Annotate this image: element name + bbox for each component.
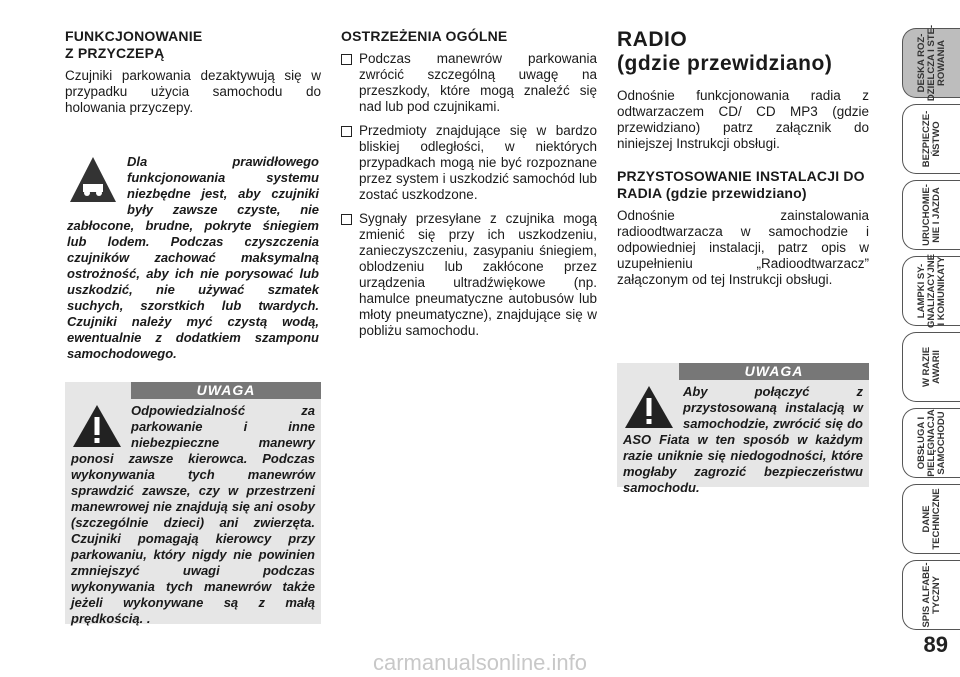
tab-maintenance[interactable]: OBSŁUGA I PIELĘGNACJA SAMOCHODU — [902, 408, 960, 478]
radio-install-text: Odnośnie zainstalowania radioodtwarzacza w samochodzie i odpowiedniej instalacji, patrz opis w uzupełnieniu „Radioodtwarzacz” załączonym od tej Instrukcji obsługi. — [617, 208, 869, 287]
general-warnings-heading: OSTRZEŻENIA OGÓLNE — [341, 28, 508, 44]
warning-triangle-icon — [71, 403, 123, 449]
note-text: Dla prawidłowego funkcjonowania systemu niezbędne jest, aby czujniki były zawsze czyste, nie zabłocone, brudne, pokryte śniegiem lub lodem. Podczas czyszczenia czujników zachować maksymalną ostrożność, aby ich nie porysować lub uszkodzić, nie używać szmatek suchych, szorstkich lub twardych. Czujniki należy myć czystą wodą, ewentualnie z dodatkiem szamponu samochodowego. — [67, 154, 319, 361]
towing-text: Czujniki parkowania dezaktywują się w przypadku użycia samochodu do holowania przyczepy. — [65, 68, 321, 115]
warning-text-left: Odpowiedzialność za parkowanie i inne niebezpieczne manewry ponosi zawsze kierowca. Podczas wykonywania tych manewrów sprawdzić zawsze, czy w przestrzeni manewrowej nie znajdują się ani osoby (szczególnie dzieci) ani zwierzęta. Czujniki pomagają kierowcy przy parkowaniu, który nigdy nie powinien zmniejszyć uwagi podczas wykonywania tych manewrów także jeżeli wykonywane są z małą prędkością. . — [71, 403, 315, 626]
list-item: Przedmioty znajdujące się w bardzo bliskiej odległości, w niektórych przypadkach mogą nie być rozpoznane przez system i uszkodzić samochód lub zostać uszkodzone. — [341, 123, 597, 203]
note-box — [65, 150, 321, 361]
tab-emergency[interactable]: W RAZIE AWARII — [902, 332, 960, 402]
towing-heading: FUNKCJONOWANIE Z PRZYCZEPĄ — [65, 28, 203, 61]
tab-dashboard[interactable]: DESKA ROZ- DZIELCZA I STE- ROWANIA — [902, 28, 960, 98]
tab-technical-data[interactable]: DANE TECHNICZNE — [902, 484, 960, 554]
chapter-tabs — [902, 24, 960, 636]
car-service-icon — [67, 154, 119, 206]
warning-label: UWAGA — [679, 363, 869, 380]
warning-text-right: Aby połączyć z przystosowaną instalacją w samochodzie, zwrócić się do ASO Fiata w ten sposób w każdym razie uniknie się niedogodności, które mogłaby zagrozić bezpieczeństwu samochodu. — [623, 384, 863, 495]
general-warnings-list — [341, 51, 597, 339]
tab-starting-driving[interactable]: URUCHOMIE- NIE I JAZDA — [902, 180, 960, 250]
list-item: Sygnały przesyłane z czujnika mogą zmienić się przy ich uszkodzeniu, zanieczyszczeniu, zasypaniu śniegiem, oblodzeniu lub zakłócone przez urządzenia ultradźwiękowe (np. hamulce pneumatyczne autobusów lub młoty pneumatyczne), znajdujące się w pobliżu samochodu. — [341, 211, 597, 339]
radio-title: RADIO — [617, 28, 688, 51]
tab-safety[interactable]: BEZPIECZE- ŃSTWO — [902, 104, 960, 174]
radio-subtitle: (gdzie przewidziano) — [617, 52, 833, 75]
column-right — [617, 28, 869, 288]
list-item: Podczas manewrów parkowania zwrócić szczególną uwagę na przeszkody, które mogą znaleźć się nad lub pod czujnikami. — [341, 51, 597, 115]
warning-box-left — [65, 382, 321, 624]
radio-text: Odnośnie funkcjonowania radia z odtwarzaczem CD/ CD MP3 (gdzie przewidziano) patrz załącznik do niniejszej Instrukcji obsługi. — [617, 88, 869, 151]
warning-box-right — [617, 363, 869, 495]
column-left — [65, 28, 321, 116]
page-number: 89 — [923, 632, 948, 657]
tab-index[interactable]: SPIS ALFABE- TYCZNY — [902, 560, 960, 630]
warning-triangle-icon — [623, 384, 675, 430]
watermark: carmanualsonline.info — [372, 650, 588, 675]
radio-install-heading: PRZYSTOSOWANIE INSTALACJI DO RADIA (gdzie przewidziano) — [617, 168, 865, 201]
warning-label: UWAGA — [131, 382, 321, 399]
column-middle — [341, 28, 597, 347]
tab-warning-lights[interactable]: LAMPKI SY- GNALIZACYJNE I KOMUNIKATY — [902, 256, 960, 326]
